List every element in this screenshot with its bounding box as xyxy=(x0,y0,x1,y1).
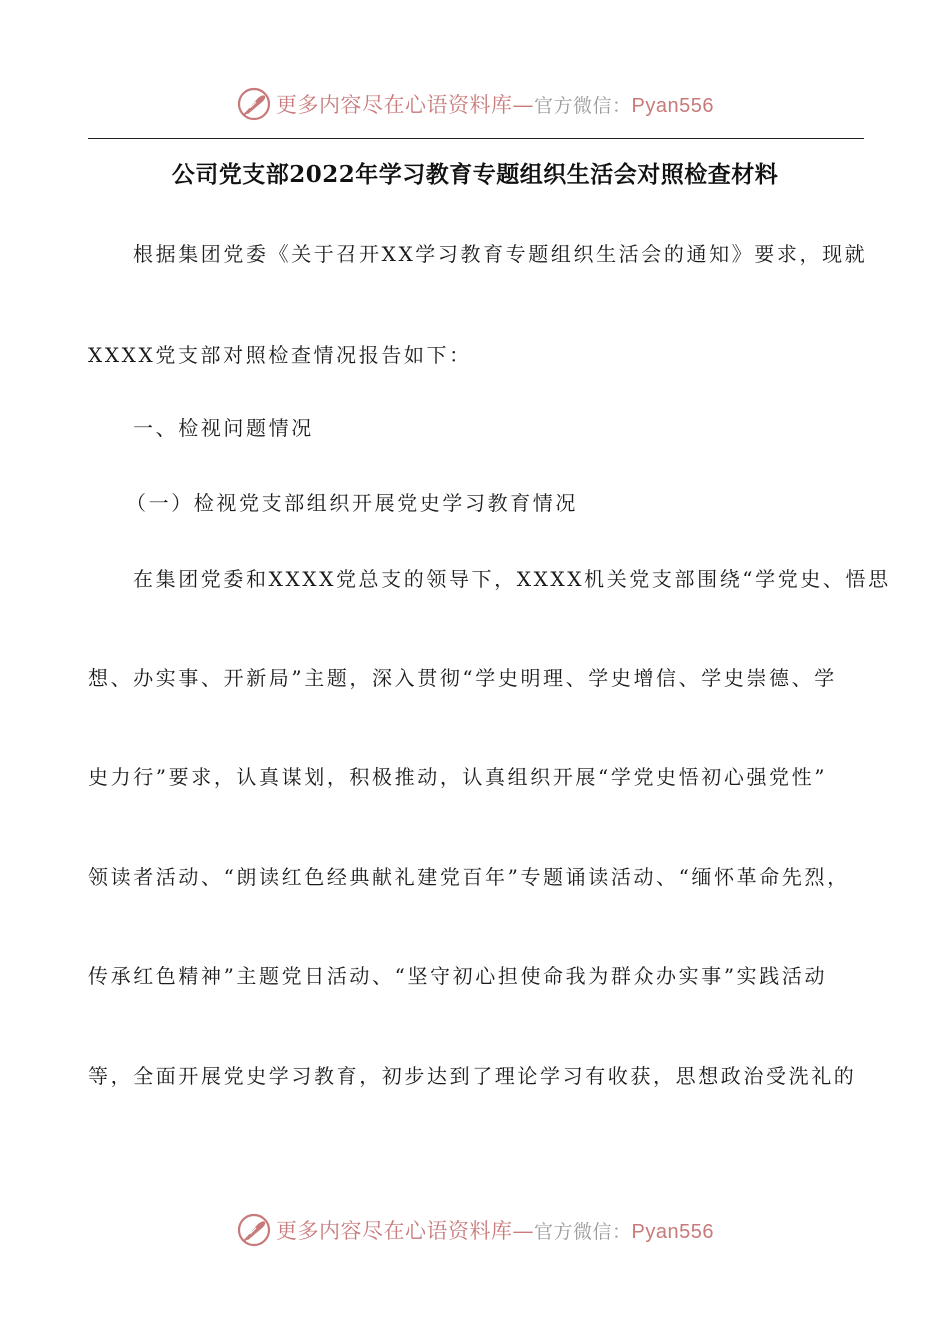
paragraph-line: 想、办实事、开新局”主题，深入贯彻“学史明理、学史增信、学史崇德、学 xyxy=(88,666,837,690)
paragraph-line: XXXX党支部对照检查情况报告如下： xyxy=(88,343,472,367)
banner-text xyxy=(276,89,714,119)
banner-slogan: 更多内容尽在心语资料库— xyxy=(276,93,534,117)
paragraph-line: 在集团党委和XXXX党总支的领导下，XXXX机关党支部围绕“学党史、悟思 xyxy=(133,567,891,591)
header-banner xyxy=(0,80,950,128)
header-divider xyxy=(88,138,864,139)
subsection-heading: （一）检视党支部组织开展党史学习教育情况 xyxy=(126,491,578,515)
banner-wechat-id: Pyan556 xyxy=(631,95,714,117)
paragraph-line: 传承红色精神”主题党日活动、“坚守初心担使命我为群众办实事”实践活动 xyxy=(88,964,828,988)
paragraph-line: 史力行”要求，认真谋划，积极推动，认真组织开展“学党史悟初心强党性” xyxy=(88,765,828,789)
paragraph-line: 等，全面开展党史学习教育，初步达到了理论学习有收获，思想政治受洗礼的 xyxy=(88,1064,857,1088)
banner-slogan: 更多内容尽在心语资料库— xyxy=(276,1219,534,1243)
banner-text xyxy=(276,1215,714,1245)
section-heading: 一、检视问题情况 xyxy=(133,416,314,440)
banner-wechat-id: Pyan556 xyxy=(631,1221,714,1243)
paragraph-line: 领读者活动、“朗读红色经典献礼建党百年”专题诵读活动、“缅怀革命先烈， xyxy=(88,865,850,889)
banner-wechat-label: 官方微信： xyxy=(534,95,632,117)
footer-banner xyxy=(0,1206,950,1254)
document-title: 公司党支部2022年学习教育专题组织生活会对照检查材料 xyxy=(171,161,779,188)
banner-wechat-label: 官方微信： xyxy=(534,1221,632,1243)
quill-pen-logo-icon xyxy=(236,1212,272,1248)
paragraph-line: 根据集团党委《关于召开XX学习教育专题组织生活会的通知》要求，现就 xyxy=(133,242,868,266)
quill-pen-logo-icon xyxy=(236,86,272,122)
